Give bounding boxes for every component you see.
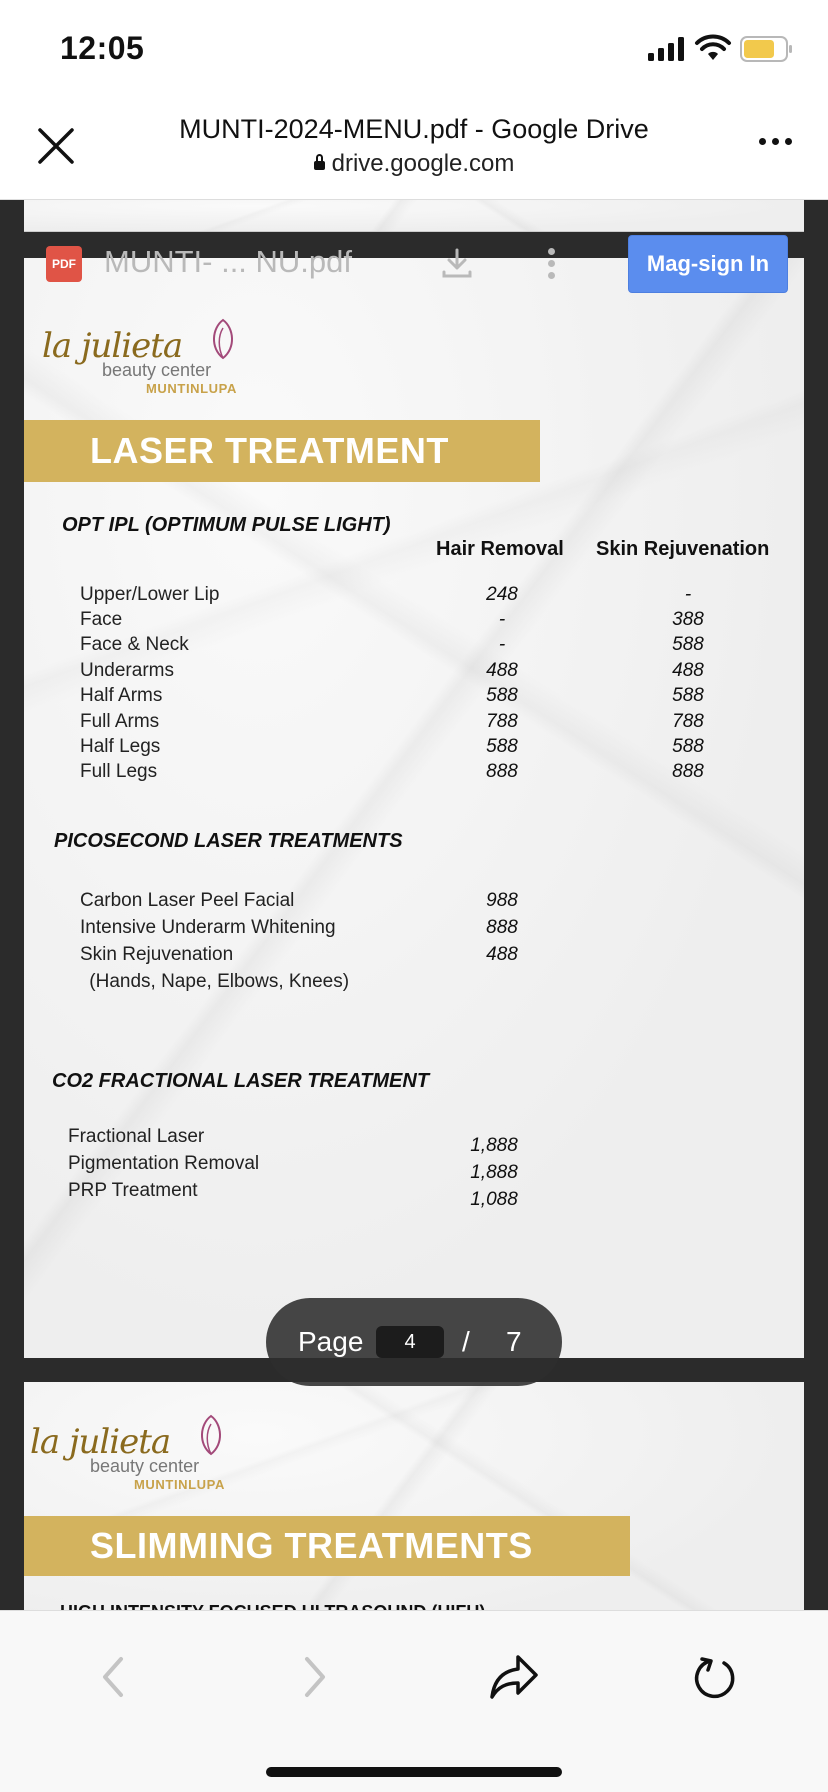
treatment-name: Full Legs xyxy=(80,761,158,782)
page-total: 7 xyxy=(506,1326,522,1357)
hair-price: 588 xyxy=(486,685,518,706)
battery-icon xyxy=(740,36,794,62)
logo-script: la julieta xyxy=(30,1422,171,1462)
brand-logo xyxy=(42,326,237,396)
skin-price: 588 xyxy=(672,685,704,706)
price: 1,088 xyxy=(470,1189,518,1210)
column-header-skin: Skin Rejuvenation xyxy=(596,538,770,560)
treatment-name: Face xyxy=(80,609,123,630)
close-button[interactable] xyxy=(32,122,80,170)
treatment-name: Underarms xyxy=(80,660,174,681)
download-button[interactable] xyxy=(440,246,474,285)
logo-script: la julieta xyxy=(42,326,183,366)
skin-price: 788 xyxy=(672,711,704,732)
price: 1,888 xyxy=(470,1135,518,1156)
skin-price: 388 xyxy=(672,609,704,630)
treatment-name: Upper/Lower Lip xyxy=(80,584,220,605)
pico-section-title: PICOSECOND LASER TREATMENTS xyxy=(54,830,403,852)
cellular-signal-icon xyxy=(648,37,686,61)
logo-city: MUNTINLUPA xyxy=(146,381,237,396)
page-label: Page xyxy=(298,1326,364,1357)
price: 988 xyxy=(486,890,518,911)
chevron-left-icon xyxy=(99,1655,129,1699)
status-icons xyxy=(648,34,794,64)
pdf-file-icon: PDF xyxy=(46,246,82,282)
url-text: drive.google.com xyxy=(331,150,515,177)
back-button[interactable] xyxy=(86,1649,142,1705)
hair-price: 588 xyxy=(486,736,518,757)
treatment-name: Half Arms xyxy=(80,685,163,706)
browser-header xyxy=(0,96,828,200)
sign-in-button[interactable]: Mag-sign In xyxy=(628,235,788,293)
price: 1,888 xyxy=(470,1162,518,1183)
skin-price: - xyxy=(684,584,692,605)
price-row xyxy=(24,685,804,711)
treatment-name: Skin Rejuvenation xyxy=(80,944,234,965)
share-arrow-icon xyxy=(488,1653,540,1701)
chevron-right-icon xyxy=(299,1655,329,1699)
lotus-icon xyxy=(196,1414,226,1456)
hair-price: - xyxy=(498,634,506,655)
price-row xyxy=(24,584,804,610)
price-row xyxy=(24,711,804,737)
pdf-toolbar xyxy=(24,232,804,292)
section-banner: SLIMMING TREATMENTS xyxy=(24,1516,630,1576)
treatment-note: (Hands, Nape, Elbows, Knees) xyxy=(84,971,350,992)
previous-page-edge xyxy=(24,200,804,232)
hair-price: 248 xyxy=(486,584,518,605)
section-banner: LASER TREATMENT xyxy=(24,420,540,482)
treatment-name: Full Arms xyxy=(80,711,160,732)
page-title: MUNTI-2024-MENU.pdf - Google Drive xyxy=(179,114,649,144)
page-number-input[interactable]: 4 xyxy=(376,1326,444,1358)
pdf-viewer[interactable] xyxy=(0,200,828,1610)
price-row xyxy=(24,1180,804,1210)
home-indicator xyxy=(266,1767,562,1777)
pdf-file-name: MUNTI- ... NU.pdf xyxy=(104,244,353,279)
kebab-dot-icon xyxy=(548,248,555,255)
hair-price: - xyxy=(498,609,506,630)
status-time: 12:05 xyxy=(60,30,145,66)
price-row xyxy=(24,944,804,970)
kebab-dot-icon xyxy=(548,260,555,267)
url-display xyxy=(120,150,708,178)
reload-button[interactable] xyxy=(686,1649,742,1705)
status-bar xyxy=(0,0,828,96)
co2-section-title: CO2 FRACTIONAL LASER TREATMENT xyxy=(52,1070,430,1092)
reload-icon xyxy=(690,1653,738,1701)
treatment-name: Half Legs xyxy=(80,736,161,757)
hair-price: 888 xyxy=(486,761,518,782)
logo-subtitle: beauty center xyxy=(102,360,212,380)
price-row xyxy=(24,609,804,635)
more-options-button[interactable] xyxy=(759,138,792,145)
pdf-more-button[interactable] xyxy=(548,248,555,279)
skin-price: 588 xyxy=(672,634,704,655)
column-header-hair: Hair Removal xyxy=(436,538,564,560)
brand-logo xyxy=(30,1422,225,1492)
price-row xyxy=(24,1126,804,1156)
price-row xyxy=(24,736,804,762)
lock-icon xyxy=(314,161,325,170)
page-indicator xyxy=(266,1298,562,1386)
browser-bottom-bar xyxy=(0,1610,828,1792)
price: 888 xyxy=(486,917,518,938)
share-button[interactable] xyxy=(486,1649,542,1705)
wifi-icon xyxy=(696,36,730,62)
lotus-icon xyxy=(208,318,238,360)
treatment-name: Intensive Underarm Whitening xyxy=(80,917,336,938)
skin-price: 888 xyxy=(672,761,704,782)
more-dot-icon xyxy=(772,138,779,145)
logo-city: MUNTINLUPA xyxy=(134,1477,225,1492)
logo-subtitle: beauty center xyxy=(90,1456,200,1476)
price: 488 xyxy=(486,944,518,965)
price-row xyxy=(24,660,804,686)
close-icon xyxy=(32,122,80,170)
hair-price: 788 xyxy=(486,711,518,732)
skin-price: 588 xyxy=(672,736,704,757)
treatment-name: PRP Treatment xyxy=(68,1180,198,1201)
treatment-name: Face & Neck xyxy=(80,634,189,655)
kebab-dot-icon xyxy=(548,272,555,279)
skin-price: 488 xyxy=(672,660,704,681)
price-row xyxy=(24,634,804,660)
download-icon xyxy=(440,246,474,280)
treatment-name: Carbon Laser Peel Facial xyxy=(80,890,295,911)
price-row xyxy=(24,1153,804,1183)
pdf-page-4 xyxy=(24,258,804,1358)
treatment-name: Fractional Laser xyxy=(68,1126,205,1147)
more-dot-icon xyxy=(785,138,792,145)
price-row-note xyxy=(24,971,804,997)
hair-price: 488 xyxy=(486,660,518,681)
more-dot-icon xyxy=(759,138,766,145)
treatment-name: Pigmentation Removal xyxy=(68,1153,260,1174)
price-row xyxy=(24,761,804,787)
price-row xyxy=(24,917,804,943)
price-row xyxy=(24,890,804,916)
ipl-section-title: OPT IPL (OPTIMUM PULSE LIGHT) xyxy=(62,514,391,536)
forward-button[interactable] xyxy=(286,1649,342,1705)
page-separator: / xyxy=(462,1326,470,1357)
pdf-page-5 xyxy=(24,1382,804,1642)
